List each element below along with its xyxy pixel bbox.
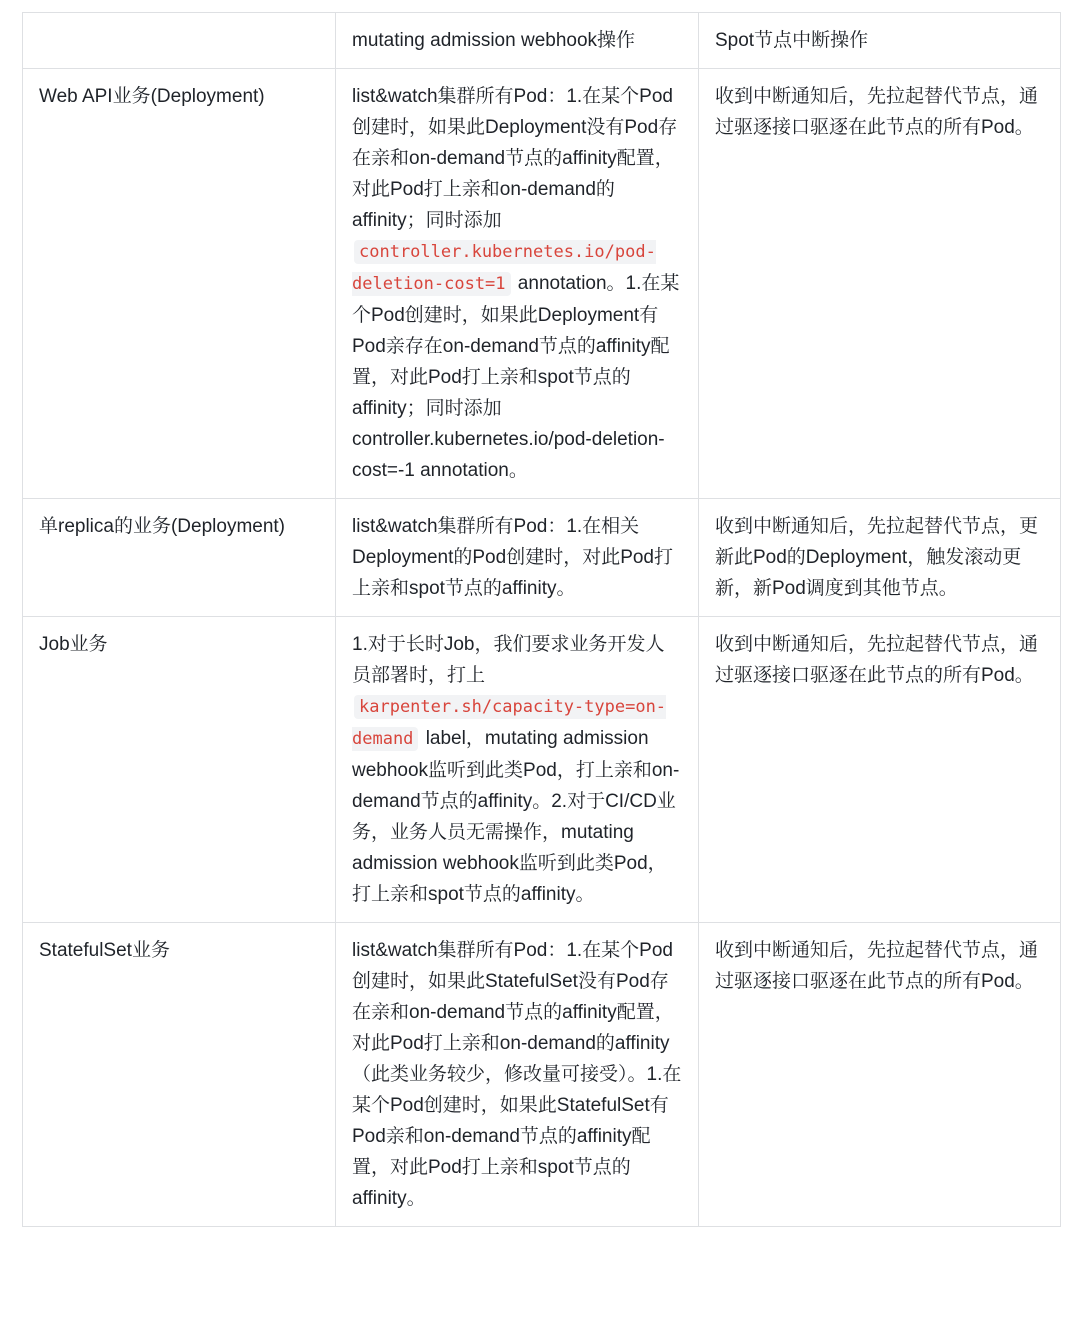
row-label-cell: Web API业务(Deployment)	[23, 69, 336, 499]
text-segment: list&watch集群所有Pod：1.在某个Pod创建时，如果此Deployment没有Pod存在亲和on-demand节点的affinity配置，对此Pod打上亲和on-demand的affinity；同时添加	[352, 86, 678, 231]
row-label-cell: StatefulSet业务	[23, 923, 336, 1227]
webhook-cell	[336, 923, 699, 1227]
header-cell-blank	[23, 13, 336, 69]
inline-code: controller.kubernetes.io/pod-deletion-cost=1	[352, 242, 656, 294]
text-segment: annotation。1.在某个Pod创建时，如果此Deployment有Pod亲存在on-demand节点的affinity配置，对此Pod打上亲和spot节点的affinity；同时添加 controller.kubernetes.io/pod-deletion-cost=-1 annotation。	[352, 273, 680, 481]
spot-cell: 收到中断通知后，先拉起替代节点，通过驱逐接口驱逐在此节点的所有Pod。	[699, 923, 1061, 1227]
webhook-cell	[336, 499, 699, 617]
text-segment: 1.对于长时Job，我们要求业务开发人员部署时，打上	[352, 634, 665, 686]
webhook-cell	[336, 69, 699, 499]
table-row	[23, 923, 1061, 1227]
row-label-cell: 单replica的业务(Deployment)	[23, 499, 336, 617]
spot-cell: 收到中断通知后，先拉起替代节点，通过驱逐接口驱逐在此节点的所有Pod。	[699, 617, 1061, 923]
table-row	[23, 499, 1061, 617]
inline-code: karpenter.sh/capacity-type=on-demand	[352, 697, 667, 749]
text-segment: list&watch集群所有Pod：1.在相关Deployment的Pod创建时，对此Pod打上亲和spot节点的affinity。	[352, 516, 673, 599]
text-segment: list&watch集群所有Pod：1.在某个Pod创建时，如果此StatefulSet没有Pod存在亲和on-demand节点的affinity配置，对此Pod打上亲和on-demand的affinity（此类业务较少，修改量可接受）。1.在某个Pod创建时，如果此StatefulSet有Pod亲和on-demand节点的affinity配置，对此Pod打上亲和spot节点的affinity。	[352, 940, 682, 1209]
header-row	[23, 13, 1061, 69]
table-header	[23, 13, 1061, 69]
text-segment: label，mutating admission webhook监听到此类Pod，打上亲和on-demand节点的affinity。2.对于CI/CD业务，业务人员无需操作，mutating admission webhook监听到此类Pod，打上亲和spot节点的affinity。	[352, 728, 680, 905]
table-row	[23, 69, 1061, 499]
header-cell-webhook: mutating admission webhook操作	[336, 13, 699, 69]
table-row	[23, 617, 1061, 923]
header-cell-spot: Spot节点中断操作	[699, 13, 1061, 69]
table-body	[23, 69, 1061, 1227]
operations-table	[22, 12, 1061, 1227]
spot-cell: 收到中断通知后，先拉起替代节点，更新此Pod的Deployment，触发滚动更新，新Pod调度到其他节点。	[699, 499, 1061, 617]
webhook-cell	[336, 617, 699, 923]
spot-cell: 收到中断通知后，先拉起替代节点，通过驱逐接口驱逐在此节点的所有Pod。	[699, 69, 1061, 499]
row-label-cell: Job业务	[23, 617, 336, 923]
